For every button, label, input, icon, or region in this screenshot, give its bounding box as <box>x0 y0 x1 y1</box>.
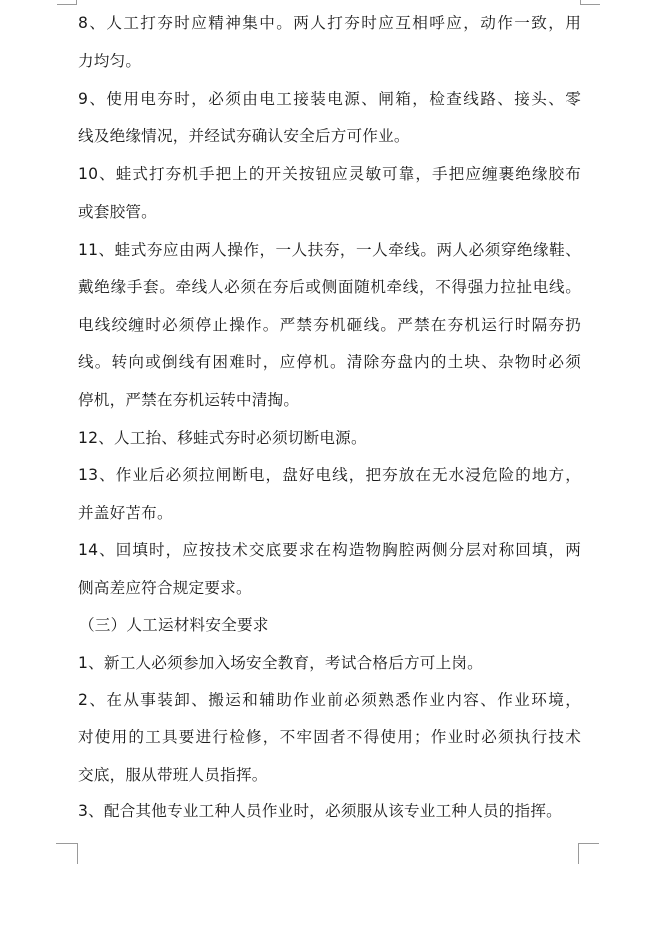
crop-mark-bottom-right <box>578 843 599 844</box>
text-line: 14、回填时，应按技术交底要求在构造物胸腔两侧分层对称回填，两 <box>78 541 581 559</box>
text-line: 2、在从事装卸、搬运和辅助作业前必须熟悉作业内容、作业环境， <box>78 691 581 709</box>
crop-mark-bottom-left <box>56 843 77 844</box>
text-line: 10、蛙式打夯机手把上的开关按钮应灵敏可靠，手把应缠裹绝缘胶布 <box>78 165 581 183</box>
text-line: 侧高差应符合规定要求。 <box>78 579 252 597</box>
crop-mark-top-left <box>57 0 77 5</box>
text-line: 交底，服从带班人员指挥。 <box>78 766 268 784</box>
crop-mark-top-right <box>580 0 600 5</box>
text-line: 对使用的工具要进行检修，不牢固者不得使用；作业时必须执行技术 <box>78 728 581 746</box>
crop-mark-bottom-right-vertical <box>578 843 579 864</box>
text-line: 戴绝缘手套。牵线人必须在夯后或侧面随机牵线，不得强力拉扯电线。 <box>78 278 581 296</box>
text-line: 13、作业后必须拉闸断电，盘好电线，把夯放在无水浸危险的地方， <box>78 466 581 484</box>
section-heading: （三）人工运材料安全要求 <box>79 616 269 634</box>
text-line: 11、蛙式夯应由两人操作，一人扶夯，一人牵线。两人必须穿绝缘鞋、 <box>78 241 581 259</box>
text-line: 3、配合其他专业工种人员作业时，必须服从该专业工种人员的指挥。 <box>78 802 562 820</box>
crop-mark-top-right-vertical <box>580 0 581 4</box>
text-line: 停机，严禁在夯机运转中清掏。 <box>78 391 300 409</box>
crop-mark-bottom-left-vertical <box>77 843 78 864</box>
text-line: 12、人工抬、移蛙式夯时必须切断电源。 <box>78 429 367 447</box>
text-line: 电线绞缠时必须停止操作。严禁夯机砸线。严禁在夯机运行时隔夯扔 <box>78 316 581 334</box>
text-line: 并盖好苫布。 <box>78 504 173 522</box>
text-line: 9、使用电夯时，必须由电工接装电源、闸箱，检查线路、接头、零 <box>78 90 581 108</box>
text-line: 8、人工打夯时应精神集中。两人打夯时应互相呼应，动作一致，用 <box>78 14 581 32</box>
text-line: 或套胶管。 <box>78 203 157 221</box>
text-line: 线。转向或倒线有困难时，应停机。清除夯盘内的土块、杂物时必须 <box>78 353 581 371</box>
text-line: 力均匀。 <box>78 52 142 70</box>
text-line: 1、新工人必须参加入场安全教育，考试合格后方可上岗。 <box>78 654 483 672</box>
text-line: 线及绝缘情况，并经试夯确认安全后方可作业。 <box>78 127 410 145</box>
crop-mark-top-left-vertical <box>76 0 77 4</box>
